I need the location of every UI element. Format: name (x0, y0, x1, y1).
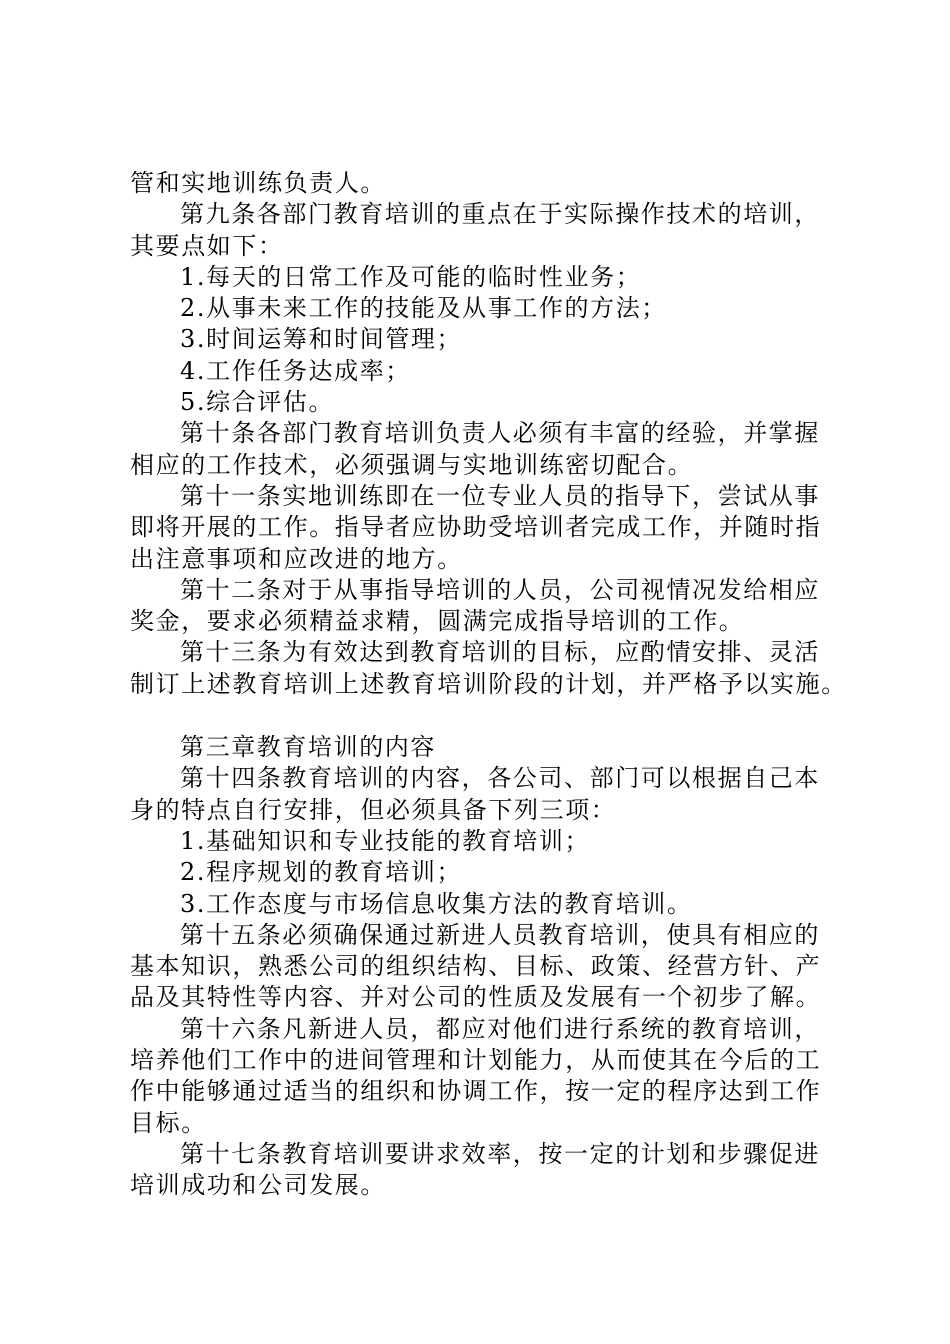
blank-line (130, 700, 835, 732)
text-line: 第十四条教育培训的内容，各公司、部门可以根据自己本 (180, 764, 820, 793)
text-line: 第十五条必须确保通过新进人员教育培训，使具有相应的 (180, 920, 820, 949)
text-line: 制订上述教育培训上述教育培训阶段的计划，并严格予以实施。 (130, 669, 847, 698)
document-body (130, 168, 847, 1202)
text-line: 出注意事项和应改进的地方。 (130, 544, 463, 573)
text-line: 第九条各部门教育培训的重点在于实际操作技术的培训， (180, 200, 820, 229)
text-line: 品及其特性等内容、并对公司的性质及发展有一个初步了解。 (130, 983, 822, 1012)
text-line: 培养他们工作中的进间管理和计划能力，从而使其在今后的工 (130, 1046, 822, 1075)
text-line: 2.从事未来工作的技能及从事工作的方法； (180, 294, 667, 323)
text-line: 第十三条为有效达到教育培训的目标，应酌情安排、灵活 (180, 638, 820, 667)
text-line: 2.程序规划的教育培训； (180, 858, 463, 887)
text-line: 培训成功和公司发展。 (130, 1171, 386, 1200)
text-line: 奖金，要求必须精益求精，圆满完成指导培训的工作。 (130, 607, 745, 636)
text-line: 第十二条对于从事指导培训的人员，公司视情况发给相应 (180, 575, 820, 604)
text-line: 1.每天的日常工作及可能的临时性业务； (180, 262, 642, 291)
chapter-heading: 第三章教育培训的内容 (180, 733, 436, 762)
text-line: 1.基础知识和专业技能的教育培训； (180, 826, 591, 855)
text-line: 身的特点自行安排，但必须具备下列三项： (130, 795, 617, 824)
text-line: 第十一条实地训练即在一位专业人员的指导下，尝试从事 (180, 481, 820, 510)
text-line: 目标。 (130, 1108, 207, 1137)
text-line: 其要点如下： (130, 231, 284, 260)
text-line: 4.工作任务达成率； (180, 356, 411, 385)
text-line: 3.时间运筹和时间管理； (180, 325, 463, 354)
text-line: 第十条各部门教育培训负责人必须有丰富的经验，并掌握 (180, 419, 820, 448)
text-line: 3.工作态度与市场信息收集方法的教育培训。 (180, 889, 693, 918)
text-line: 基本知识，熟悉公司的组织结构、目标、政策、经营方针、产 (130, 952, 822, 981)
text-line: 第十七条教育培训要讲求效率，按一定的计划和步骤促进 (180, 1139, 820, 1168)
text-line: 作中能够通过适当的组织和协调工作，按一定的程序达到工作 (130, 1077, 822, 1106)
text-line: 即将开展的工作。指导者应协助受培训者完成工作，并随时指 (130, 513, 822, 542)
text-line: 5.综合评估。 (180, 388, 335, 417)
text-line: 相应的工作技术，必须强调与实地训练密切配合。 (130, 450, 694, 479)
text-line: 第十六条凡新进人员，都应对他们进行系统的教育培训， (180, 1014, 820, 1043)
text-line: 管和实地训练负责人。 (130, 169, 386, 197)
